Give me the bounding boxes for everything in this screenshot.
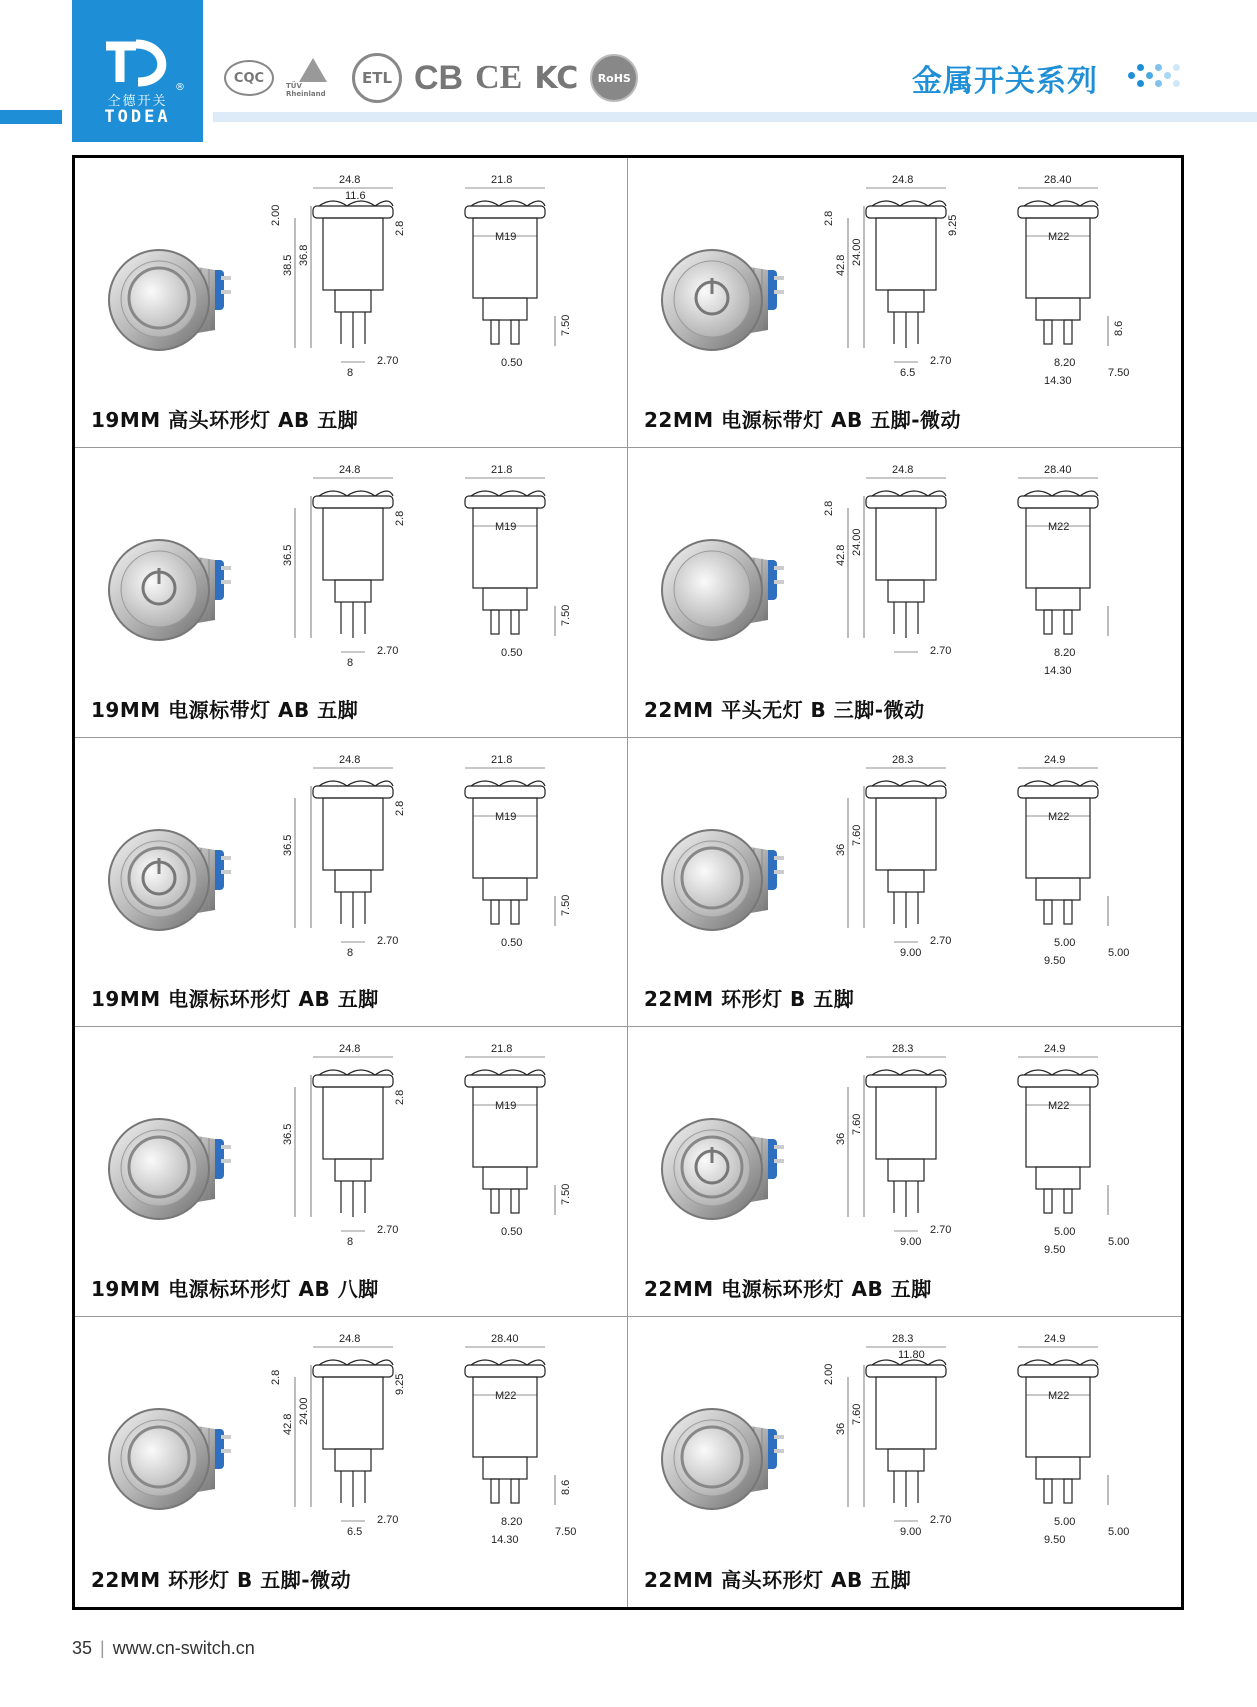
dimension-label: 2.8 — [394, 510, 406, 526]
dimension-label: 36 — [835, 843, 847, 856]
dimension-label: 2.00 — [823, 1363, 835, 1386]
dimension-label: 6.5 — [900, 367, 916, 379]
dimension-label: 8 — [347, 656, 354, 669]
dimension-label: 24.8 — [339, 463, 361, 476]
product-caption: 19MM 电源标环形灯 AB 八脚 — [91, 1277, 379, 1302]
dimension-label: 21.8 — [491, 1043, 513, 1056]
dimension-label: 5.00 — [1108, 1526, 1130, 1539]
dimension-label: 2.70 — [377, 355, 399, 367]
dimension-label: 24.8 — [339, 753, 361, 766]
dimension-label: 7.60 — [851, 824, 863, 846]
technical-drawing — [255, 1035, 615, 1260]
rohs-cert-icon: RoHS — [590, 54, 638, 102]
series-title: 金属开关系列 — [912, 64, 1098, 99]
dimension-label: 24.8 — [339, 1333, 361, 1346]
technical-drawing — [255, 746, 615, 971]
technical-drawing — [808, 746, 1168, 971]
product-cell — [628, 738, 1181, 1028]
dimension-label: 2.70 — [930, 355, 952, 367]
header-accent-bar — [0, 110, 62, 124]
dimension-label: 9.25 — [394, 1373, 406, 1396]
dimension-label: 2.8 — [823, 210, 835, 226]
dimension-label: 2.70 — [377, 644, 399, 657]
dimension-label: 5.00 — [1108, 946, 1130, 959]
dimension-label: 2.8 — [394, 800, 406, 816]
dimension-label: 36.8 — [298, 244, 310, 266]
dimension-label: 24.00 — [851, 238, 863, 266]
dimension-label: 8 — [347, 1236, 354, 1249]
dimension-label: 5.00 — [1054, 936, 1076, 949]
dimension-label: 11.80 — [898, 1349, 925, 1362]
dimension-label: 7.50 — [560, 314, 572, 336]
header-rule — [213, 112, 1257, 122]
dimension-label: 8.20 — [1054, 646, 1076, 659]
technical-drawing — [808, 1325, 1168, 1550]
dimension-label: 2.70 — [930, 1224, 952, 1237]
dimension-label: 8.20 — [1054, 357, 1076, 369]
product-cell — [75, 738, 628, 1028]
dimension-label: 21.8 — [491, 174, 513, 186]
dimension-label: 9.25 — [947, 214, 959, 236]
dimension-label: 9.50 — [1044, 1534, 1066, 1547]
dimension-label: 36.5 — [282, 1123, 294, 1146]
product-grid — [72, 155, 1184, 1610]
dimension-label: 28.3 — [892, 753, 914, 766]
dimension-label: 5.00 — [1054, 1516, 1076, 1529]
dimension-label: 2.8 — [394, 220, 406, 236]
product-cell — [628, 1317, 1181, 1607]
dimension-label: 0.50 — [501, 646, 523, 659]
dimension-label: 2.70 — [930, 1514, 952, 1527]
dimension-label: 8 — [347, 946, 354, 959]
dimension-label: 9.50 — [1044, 1244, 1066, 1257]
technical-drawing — [255, 456, 615, 681]
todea-logo-mark-icon — [98, 38, 176, 88]
dimension-label: M19 — [495, 520, 517, 533]
dimension-label: 9.50 — [1044, 954, 1066, 967]
switch-photo-icon — [97, 220, 247, 370]
product-cell — [75, 1317, 628, 1607]
dimension-label: 0.50 — [501, 936, 523, 949]
dimension-label: M19 — [495, 810, 517, 823]
dimension-label: 2.8 — [823, 500, 835, 516]
dimension-label: 9.00 — [900, 946, 922, 959]
technical-drawing — [255, 166, 615, 391]
dimension-label: 36.5 — [282, 544, 294, 566]
product-caption: 22MM 平头无灯 B 三脚-微动 — [644, 697, 925, 722]
ce-cert-icon: CE — [475, 59, 523, 96]
product-cell — [628, 1027, 1181, 1317]
dimension-label: M22 — [1048, 520, 1070, 533]
dimension-label: 28.40 — [491, 1333, 519, 1346]
dimension-label: 7.50 — [1108, 367, 1130, 379]
dimension-label: M22 — [1048, 231, 1070, 243]
dimension-label: 7.50 — [560, 894, 572, 916]
dimension-label: 2.8 — [394, 1090, 406, 1106]
dimension-label: 24.9 — [1044, 1043, 1066, 1056]
dimension-label: 36 — [835, 1422, 847, 1436]
dimension-label: 2.70 — [930, 644, 952, 657]
dimension-label: 21.8 — [491, 463, 513, 476]
etl-cert-icon: ETL — [352, 53, 402, 103]
dimension-label: 42.8 — [282, 1413, 294, 1436]
switch-photo-icon — [650, 1379, 800, 1529]
product-caption: 22MM 电源标带灯 AB 五脚-微动 — [644, 407, 962, 432]
logo-cn-text: 仝德开关 — [107, 94, 168, 109]
product-caption: 22MM 环形灯 B 五脚 — [644, 987, 855, 1012]
product-cell — [75, 448, 628, 738]
switch-photo-icon — [97, 1379, 247, 1529]
dimension-label: 7.60 — [851, 1403, 863, 1426]
decorative-dots-icon — [1128, 62, 1188, 90]
dimension-label: M22 — [495, 1390, 517, 1403]
cb-cert-icon: CB — [414, 58, 464, 97]
brand-logo — [72, 0, 203, 142]
dimension-label: 24.9 — [1044, 1333, 1066, 1346]
dimension-label: M22 — [1048, 1390, 1070, 1403]
technical-drawing — [808, 166, 1168, 391]
footer-separator: | — [100, 1638, 105, 1658]
dimension-label: 24.00 — [851, 528, 863, 556]
logo-en-text: TODEA — [104, 107, 171, 127]
product-caption: 19MM 电源标环形灯 AB 五脚 — [91, 987, 379, 1012]
dimension-label: 8.6 — [560, 1479, 572, 1496]
dimension-label: 28.40 — [1044, 174, 1072, 186]
switch-photo-icon — [97, 800, 247, 950]
dimension-label: 0.50 — [501, 357, 523, 369]
dimension-label: 2.70 — [377, 1514, 399, 1527]
product-cell — [628, 158, 1181, 448]
product-caption: 19MM 高头环形灯 AB 五脚 — [91, 407, 359, 432]
dimension-label: 24.8 — [892, 463, 914, 476]
dimension-label: 42.8 — [835, 544, 847, 566]
page-number: 35 — [72, 1638, 93, 1658]
dimension-label: 2.8 — [270, 1369, 282, 1386]
product-caption: 22MM 环形灯 B 五脚-微动 — [91, 1567, 352, 1592]
tuv-cert-icon: TÜV Rheinland — [286, 56, 340, 100]
dimension-label: 8.6 — [1113, 320, 1125, 336]
dimension-label: M22 — [1048, 1100, 1070, 1113]
dimension-label: M22 — [1048, 810, 1070, 823]
switch-photo-icon — [650, 800, 800, 950]
dimension-label: 0.50 — [501, 1226, 523, 1239]
dimension-label: 24.8 — [892, 174, 914, 186]
product-cell — [75, 158, 628, 448]
dimension-label: 14.30 — [1044, 375, 1072, 387]
dimension-label: 28.40 — [1044, 463, 1072, 476]
dimension-label: 38.5 — [282, 254, 294, 276]
dimension-label: 9.00 — [900, 1236, 922, 1249]
dimension-label: M19 — [495, 231, 517, 243]
dimension-label: 24.9 — [1044, 753, 1066, 766]
dimension-label: 7.50 — [560, 604, 572, 626]
dimension-label: 9.00 — [900, 1526, 922, 1539]
dimension-label: 7.50 — [555, 1526, 577, 1539]
dimension-label: 2.70 — [377, 934, 399, 947]
product-caption: 22MM 高头环形灯 AB 五脚 — [644, 1567, 912, 1592]
dimension-label: 14.30 — [1044, 664, 1072, 677]
ccc-cert-icon: CQC — [224, 60, 274, 96]
dimension-label: 7.50 — [560, 1183, 572, 1206]
switch-photo-icon — [650, 510, 800, 660]
dimension-label: 8 — [347, 367, 354, 379]
dimension-label: 28.3 — [892, 1333, 914, 1346]
dimension-label: 2.00 — [270, 204, 282, 226]
switch-photo-icon — [97, 1089, 247, 1239]
technical-drawing — [255, 1325, 615, 1550]
dimension-label: 8.20 — [501, 1516, 523, 1529]
website-url: www.cn-switch.cn — [112, 1638, 255, 1658]
dimension-label: 7.60 — [851, 1113, 863, 1136]
product-caption: 19MM 电源标带灯 AB 五脚 — [91, 697, 359, 722]
dimension-label: 2.70 — [377, 1224, 399, 1237]
dimension-label: 24.00 — [298, 1397, 310, 1426]
switch-photo-icon — [650, 1089, 800, 1239]
dimension-label: 36 — [835, 1133, 847, 1146]
kc-cert-icon: KC — [534, 60, 579, 96]
dimension-label: 36.5 — [282, 834, 294, 856]
dimension-label: M19 — [495, 1100, 517, 1113]
product-cell — [628, 448, 1181, 738]
logo-registered-mark: ® — [175, 82, 185, 93]
dimension-label: 5.00 — [1108, 1236, 1130, 1249]
dimension-label: 14.30 — [491, 1534, 519, 1547]
dimension-label: 6.5 — [347, 1526, 363, 1539]
dimension-label: 2.70 — [930, 934, 952, 947]
certification-logos — [224, 52, 638, 104]
dimension-label: 5.00 — [1054, 1226, 1076, 1239]
product-cell — [75, 1027, 628, 1317]
switch-photo-icon — [650, 220, 800, 370]
dimension-label: 11.6 — [345, 190, 366, 202]
dimension-label: 42.8 — [835, 254, 847, 276]
dimension-label: 24.8 — [339, 1043, 361, 1056]
dimension-label: 28.3 — [892, 1043, 914, 1056]
switch-photo-icon — [97, 510, 247, 660]
dimension-label: 21.8 — [491, 753, 513, 766]
page-footer — [72, 1638, 255, 1659]
technical-drawing — [808, 456, 1168, 681]
product-caption: 22MM 电源标环形灯 AB 五脚 — [644, 1277, 932, 1302]
technical-drawing — [808, 1035, 1168, 1260]
dimension-label: 24.8 — [339, 174, 361, 186]
